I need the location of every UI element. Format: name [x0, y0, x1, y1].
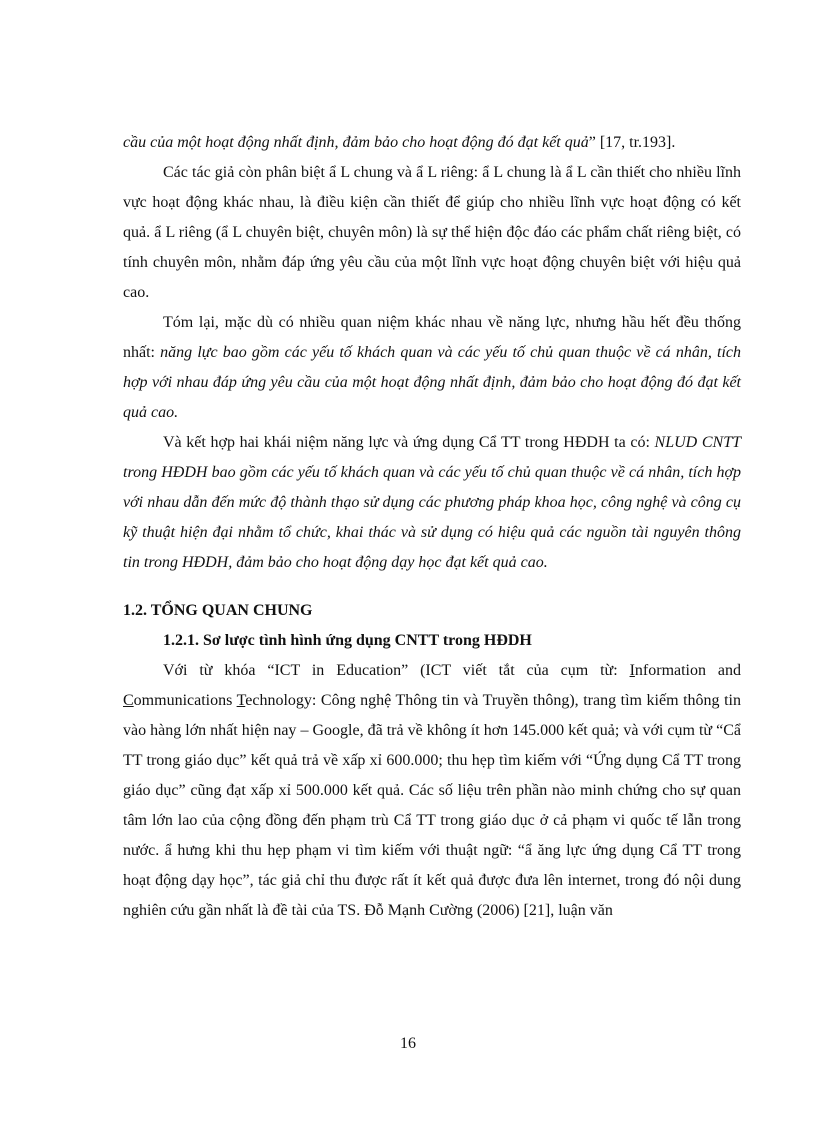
text-span: ommunications — [133, 692, 237, 709]
paragraph-summary — [123, 308, 741, 428]
italic-text: cầu của một hoạt động nhất định, đảm bảo cho hoạt động đó đạt kết quả — [123, 134, 589, 151]
nlud-lead: Và kết hợp hai khái niệm năng lực và ứng dụng Cẩ TT trong HĐDH ta có: — [163, 434, 655, 451]
underlined-letter: C — [123, 692, 134, 709]
page-number: 16 — [400, 1035, 416, 1052]
paragraph-nlud-definition — [123, 428, 741, 578]
subsection-heading: 1.2.1. Sơ lược tình hình ứng dụng CNTT trong HĐDH — [163, 632, 532, 649]
text-span: nformation and — [634, 662, 741, 679]
citation-text: ” [17, tr.193]. — [588, 134, 676, 151]
summary-definition: năng lực bao gồm các yếu tố khách quan và các yếu tố chủ quan thuộc về cá nhân, tích hợp với nhau đáp ứng yêu cầu của một hoạt động nhất định, đảm bảo cho hoạt động đó đạt kết quả cao. — [123, 344, 741, 421]
paragraph-ict-search — [123, 656, 741, 926]
text-span: Với từ khóa “ICT in Education” (ICT viết tắt của cụm từ: — [163, 662, 630, 679]
underlined-letter: I — [629, 662, 635, 679]
body-text — [123, 128, 741, 926]
nlud-definition: NLUD CNTT trong HĐDH bao gồm các yếu tố khách quan và các yếu tố chủ quan thuộc về cá nhân, tích hợp với nhau dẫn đến mức độ thành thạo sử dụng các phương pháp khoa học, công nghệ và công cụ kỹ thuật hiện đại nhằm tổ chức, khai thác và sử dụng có hiệu quả các nguồn tài nguyên thông tin trong HĐDH, đảm bảo cho hoạt động dạy học đạt kết quả cao. — [123, 434, 742, 571]
paragraph-competence-types: Các tác giả còn phân biệt ẩ L chung và ẩ L riêng: ẩ L chung là ẩ L cần thiết cho nhiều lĩnh vực hoạt động khác nhau, là điều kiện cần thiết để giúp cho nhiều lĩnh vực hoạt động có kết quả. ẩ L riêng (ẩ L chuyên biệt, chuyên môn) là sự thể hiện độc đáo các phẩm chất riêng biệt, có tính chuyên môn, nhằm đáp ứng yêu cầu của một lĩnh vực hoạt động chuyên biệt với hiệu quả cao. — [123, 164, 741, 301]
text-span: echnology: Công nghệ Thông tin và Truyền thông), trang tìm kiếm thông tin vào hàng lớn nhất hiện nay – Google, đã trả về không ít hơn 145.000 kết quả; và với cụm từ “Cẩ TT trong giáo dục” kết quả trả về xấp xỉ 600.000; thu hẹp tìm kiếm với “Ứng dụng Cẩ TT trong giáo dục” cũng đạt xấp xỉ 500.000 kết quả. Các số liệu trên phần nào minh chứng cho sự quan tâm lớn lao của cộng đồng đến phạm trù Cẩ TT trong giáo dục ở cả phạm vi quốc tế lẫn trong nước. ẩ hưng khi thu hẹp phạm vi tìm kiếm với thuật ngữ: “ẩ ăng lực ứng dụng Cẩ TT trong hoạt động dạy học”, tác giả chỉ thu được rất ít kết quả được đưa lên internet, trong đó nội dung nghiên cứu gần nhất là đề tài của TS. Đỗ Mạnh Cường (2006) [21], luận văn — [123, 692, 741, 919]
summary-lead: Tóm lại, mặc dù có nhiều quan niệm khác nhau về năng lực, nhưng hầu hết đều thống nhất: — [123, 314, 741, 361]
section-heading: 1.2. TỔNG QUAN CHUNG — [123, 602, 313, 619]
underlined-letter: T — [236, 692, 246, 709]
paragraph-continuation — [123, 128, 741, 158]
